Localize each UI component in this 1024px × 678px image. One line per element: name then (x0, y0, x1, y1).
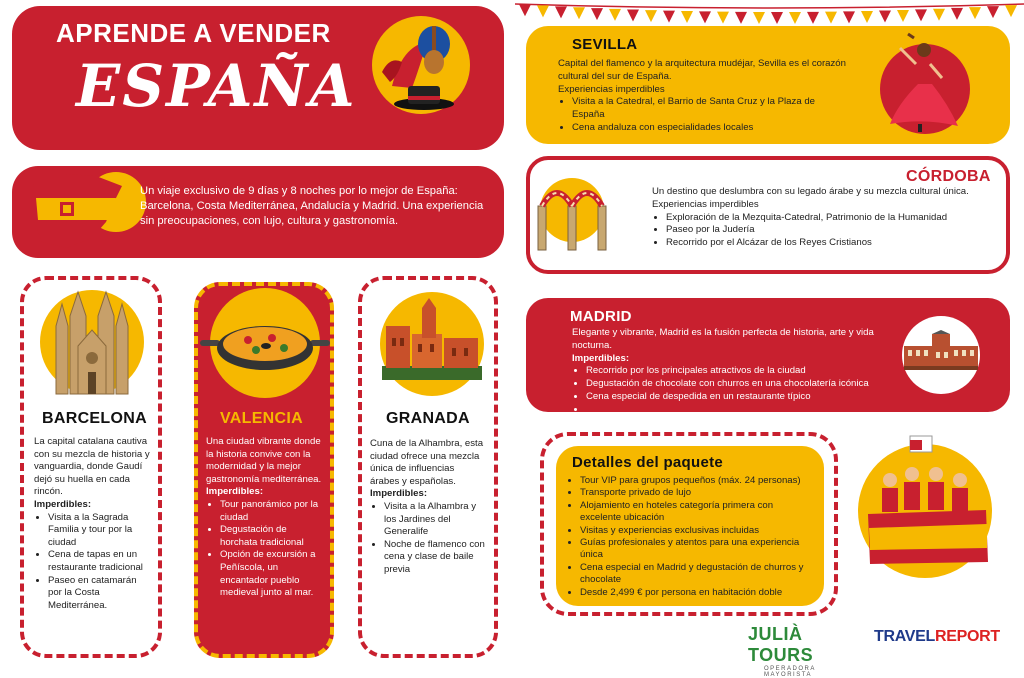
list-item: • Guías profesionales y atentos para una experiencia única (580, 537, 816, 562)
intro-text: Un viaje exclusivo de 9 días y 8 noches por lo mejor de España: Barcelona, Costa Mediterránea, Andalucía y Madrid. Una experiencia sin preocupaciones, con lujo, cultura y gastronomía. (140, 185, 484, 227)
granada-description: Cuna de la Alhambra, esta ciudad ofrece una mezcla única de influencias árabes y españolas. (370, 438, 484, 487)
list-item: • Visita a la Sagrada Familia y tour por la ciudad (48, 512, 152, 550)
list-item: • Paseo por la Judería (666, 224, 992, 237)
cordoba-description: Un destino que deslumbra con su legado árabe y su mezcla cultural única. (652, 186, 969, 197)
granada-body (370, 438, 486, 577)
list-item: • Cena especial de despedida en un restaurante típico (586, 391, 902, 404)
bunting-flag (951, 8, 963, 20)
sevilla-body (558, 58, 848, 135)
spain-map-flag-icon (26, 168, 136, 259)
madrid-body (572, 327, 902, 417)
bunting-flag (771, 12, 783, 24)
list-item: • Noche de flamenco con cena y clase de baile previa (384, 539, 486, 577)
list-item: • Visitas y experiencias exclusivas incluidas (580, 525, 816, 537)
flamenco-dancer-icon (878, 34, 968, 139)
barcelona-description: La capital catalana cautiva con su mezcla de historia y vanguardia, donde Gaudí dejó su huella en cada rincón. (34, 436, 150, 498)
bunting-flag (555, 6, 567, 18)
julia-tours-name: JULIÀ TOURS (748, 624, 814, 665)
list-item: • Cena andaluza con especialidades locales (572, 122, 848, 135)
granada-title: GRANADA (386, 410, 470, 427)
bunting-flag (843, 11, 855, 23)
list-item: • Recorrido por el Alcázar de los Reyes Cristianos (666, 237, 992, 250)
list-item: • Visita a la Alhambra y los Jardines del Generalife (384, 501, 486, 539)
barcelona-title: BARCELONA (42, 410, 147, 427)
bunting-flag (519, 4, 531, 16)
madrid-must-label: Imperdibles: (572, 352, 630, 364)
cordoba-body (652, 186, 992, 250)
flamenco-guitar-hat-icon (372, 16, 470, 114)
list-item: • Cena especial en Madrid y degustación de churros y chocolate (580, 562, 816, 587)
list-item: • Desde 2,499 € por persona en habitación doble (580, 587, 816, 599)
bunting-flag (933, 9, 945, 21)
package-title: Detalles del paquete (572, 454, 724, 471)
cordoba-title: CÓRDOBA (906, 168, 991, 185)
bunting-flag (573, 7, 585, 19)
bunting-flag (681, 11, 693, 23)
madrid-description: Elegante y vibrante, Madrid es la fusión perfecta de historia, arte y vida nocturna. (572, 327, 874, 351)
list-item: • Exploración de la Mezquita-Catedral, Patrimonio de la Humanidad (666, 212, 992, 225)
travel-report-part1: TRAVEL (874, 628, 936, 645)
list-item: • Cena de tapas en un restaurante tradicional (48, 549, 152, 574)
valencia-list (206, 499, 324, 600)
bunting-flag (609, 9, 621, 21)
bunting-flag (699, 11, 711, 23)
list-item: • Opción de excursión a Peñíscola, un encantador pueblo medieval junto al mar. (220, 549, 324, 599)
mezquita-arches-icon (536, 176, 608, 257)
bunting-flag (897, 10, 909, 22)
granada-must-label: Imperdibles: (370, 488, 428, 500)
bunting-flag (915, 9, 927, 21)
bunting-flag (789, 12, 801, 24)
package-list (566, 475, 816, 599)
bunting-flag (753, 12, 765, 24)
valencia-must-label: Imperdibles: (206, 486, 264, 498)
list-item: • Alojamiento en hoteles categoría primera con excelente ubicación (580, 500, 816, 525)
sevilla-must-label: Experiencias imperdibles (558, 83, 665, 95)
alhambra-castle-icon (378, 298, 486, 387)
list-item: • Paseo en catamarán por la Costa Mediterránea. (48, 575, 152, 613)
list-item: • Transporte privado de lujo (580, 487, 816, 499)
page-title-line2: ESPAÑA (76, 52, 357, 120)
list-item (586, 404, 902, 417)
madrid-list (572, 365, 902, 416)
bunting-flag (807, 12, 819, 24)
madrid-title: MADRID (570, 308, 632, 325)
bunting-flag (735, 12, 747, 24)
sevilla-description: Capital del flamenco y la arquitectura mudéjar, Sevilla es el corazón cultural del sur de España. (558, 58, 846, 82)
julia-tours-tagline: OPERADORA MAYORISTA (764, 666, 816, 678)
valencia-description: Una ciudad vibrante donde la historia convive con la modernidad y la mejor gastronomía mediterránea. (206, 436, 322, 485)
cordoba-list (652, 212, 992, 250)
sevilla-list (558, 96, 848, 134)
valencia-body (206, 436, 324, 600)
cordoba-must-label: Experiencias imperdibles (652, 198, 759, 210)
list-item: • Visita a la Catedral, el Barrio de Santa Cruz y la Plaza de España (572, 96, 848, 122)
bunting-flag (591, 8, 603, 20)
spain-fans-flag-icon (862, 434, 992, 575)
julia-tours-logo (748, 624, 858, 678)
bunting-flag (645, 10, 657, 22)
paella-pan-icon (200, 318, 330, 379)
page-title-line1: APRENDE A VENDER (56, 18, 331, 48)
plaza-mayor-icon (902, 330, 980, 379)
sevilla-title: SEVILLA (572, 36, 638, 53)
list-item: • Degustación de chocolate con churros en una chocolatería icónica (586, 378, 902, 391)
list-item: • Recorrido por los principales atractivos de la ciudad (586, 365, 902, 378)
travel-report-part2: REPORT (935, 628, 1000, 645)
bunting-flag (627, 9, 639, 21)
granada-list (370, 501, 486, 577)
barcelona-must-label: Imperdibles: (34, 498, 92, 510)
list-item: • Degustación de horchata tradicional (220, 524, 324, 549)
barcelona-list (34, 512, 152, 613)
list-item: • Tour VIP para grupos pequeños (máx. 24 personas) (580, 475, 816, 487)
bunting-flag (987, 6, 999, 18)
bunting-flag (717, 12, 729, 24)
list-item: • Tour panorámico por la ciudad (220, 499, 324, 524)
bunting-flag (861, 11, 873, 23)
bunting-flag (825, 12, 837, 24)
bunting-flag (879, 11, 891, 23)
barcelona-body (34, 436, 152, 612)
travel-report-logo (874, 628, 1000, 646)
bunting-decoration (515, 0, 1024, 24)
bunting-flag (537, 5, 549, 17)
bunting-flag (1005, 5, 1017, 17)
bunting-flag (969, 7, 981, 19)
sagrada-familia-icon (48, 286, 136, 399)
bunting-flag (663, 11, 675, 23)
valencia-title: VALENCIA (220, 410, 303, 427)
